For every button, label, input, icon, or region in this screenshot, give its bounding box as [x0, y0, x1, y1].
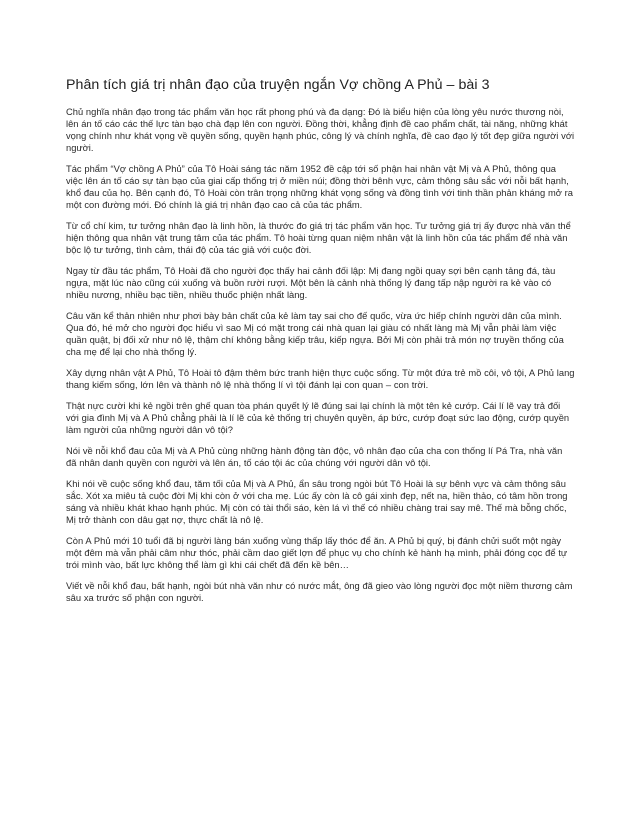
paragraph-10: Còn A Phủ mới 10 tuổi đã bị người làng bán xuống vùng thấp lấy thóc để ăn. A Phủ bị quý, bị đánh chửi suốt một ngày một đêm mà vẫn phải câm như thóc, phải cầm dao giết lợn để phục vụ cho chính kẻ hành hạ mình, phải đóng cọc để tự trói mình vào, bất lực không thể làm gì khi cái chết đã đến kề bên…: [66, 536, 568, 570]
paragraph-4: Ngay từ đầu tác phẩm, Tô Hoài đã cho người đọc thấy hai cảnh đối lập: Mị đang ngồi quay sợi bên cạnh tảng đá, tàu ngựa, mặt lúc nào cũng cúi xuống và buồn rười rượi. Một bên là cảnh nhà thống lý đang tấp nập người ra kẻ vào có nhiều nương, nhiều bạc tiền, nhiều thuốc phiện nhất làng.: [66, 266, 556, 300]
paragraph-8: Nói về nỗi khổ đau của Mị và A Phủ cùng những hành động tàn độc, vô nhân đạo của cha con thống lí Pá Tra, nhà văn đã nhân danh quyền con người và lên án, tố cáo tội ác của chúng với người dân vô tội.: [66, 446, 563, 468]
paragraph-5: Câu văn kể thản nhiên như phơi bày bản chất của kẻ làm tay sai cho đế quốc, vừa ức hiếp chính người dân của mình. Qua đó, hé mở cho người đọc hiểu vì sao Mị có mặt trong cái nhà quan lại giàu có nhất làng mà Mị vẫn phải làm việc quần quật, bị đối xử như nô lệ, thậm chí không bằng kiếp trâu, kiếp ngựa. Bởi Mị còn phải trả món nợ truyền thống của cha mẹ để lại cho nhà thống lý.: [66, 311, 564, 357]
paragraph-11: Viết về nỗi khổ đau, bất hạnh, ngòi bút nhà văn như có nước mắt, ông đã gieo vào lòng người đọc một niềm thương cảm sâu xa trước số phận con người.: [66, 581, 573, 603]
paragraph-1: Chủ nghĩa nhân đạo trong tác phẩm văn học rất phong phú và đa dạng: Đó là biểu hiện của lòng yêu nước thương nòi, lên án tố cáo các thế lực tàn bạo chà đạp lên con người. Đồng thời, khẳng định đề cao phẩm chất, tài năng, những khát vọng chính như khát vọng về quyền sống, quyền hạnh phúc, công lý và chính nghĩa, đề cao đạo lý tốt đẹp giữa người với người.: [66, 107, 575, 153]
document-title: Phân tích giá trị nhân đạo của truyện ngắn Vợ chồng A Phủ – bài 3: [66, 77, 490, 93]
paragraph-3: Từ cổ chí kim, tư tưởng nhân đạo là linh hồn, là thước đo giá trị tác phẩm văn học. Tư tưởng giá trị ấy được nhà văn thể hiện thông qua nhân vật trung tâm của tác phẩm. Tô hoài từng quan niệm nhân vật là linh hồn của tác phẩm để nhà văn bộc lộ tư tưởng, tình cảm, thái độ của tác giả với cuộc đời.: [66, 221, 571, 255]
paragraph-7: Thật nực cười khi kẻ ngồi trên ghế quan tòa phán quyết lý lẽ đúng sai lại chính là một tên kẻ cướp. Cái lí lẽ vay trả đối với gia đình Mị và A Phủ chẳng phải là lí lẽ của kẻ thống trị chuyên quyền, áp bức, cướp đoạt sức lao động, cướp quyền làm người của những người dân vô tội?: [66, 401, 570, 435]
document-page: [66, 76, 575, 613]
paragraph-6: Xây dựng nhân vật A Phủ, Tô Hoài tô đậm thêm bức tranh hiện thực cuộc sống. Từ một đứa trẻ mồ côi, vô tội, A Phủ lang thang kiếm sống, lớn lên và thành nô lệ nhà thống lí vì tội đánh lại con quan – con trời.: [66, 368, 575, 390]
paragraph-9: Khi nói về cuộc sống khổ đau, tăm tối của Mị và A Phủ, ẩn sâu trong ngòi bút Tô Hoài là sự bênh vực và cảm thông sâu sắc. Xót xa miêu tả cuộc đời Mị khi còn ở với cha mẹ. Lúc ấy còn là cô gái xinh đẹp, nết na, hiền thảo, có tâm hồn trong sáng và nhiều khát khao hạnh phúc. Mị còn có tài thổi sáo, kèn lá vì thế có nhiều chàng trai say mê. Thế mà bỗng chốc, Mị trở thành con dâu gạt nợ, thực chất là nô lệ.: [66, 479, 568, 525]
paragraph-2: Tác phẩm “Vợ chồng A Phủ” của Tô Hoài sáng tác năm 1952 đề cập tới số phận hai nhân vật Mị và A Phủ, thông qua việc lên án tố cáo sự tàn bạo của giai cấp thống trị ở miền núi; đồng thời bênh vực, cảm thông sâu sắc với nỗi bất hạnh, khổ đau của họ. Bên cạnh đó, Tô Hoài còn trân trọng những khát vọng sống và đồng tình với tinh thần phản kháng mở ra một con đường mới. Đó chính là giá trị nhân đạo cao cả của tác phẩm.: [66, 164, 573, 210]
